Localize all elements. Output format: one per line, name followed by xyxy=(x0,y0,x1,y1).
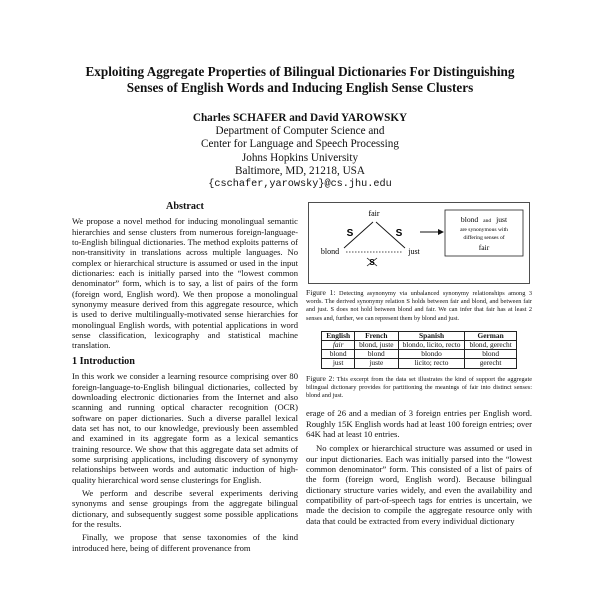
box-line-4: fair xyxy=(478,243,490,252)
node-just: just xyxy=(408,247,420,256)
table-cell: blondo, licito, recto xyxy=(398,341,465,350)
synonymy-diagram xyxy=(308,202,530,284)
affiliation-line: Center for Language and Speech Processing xyxy=(201,138,399,151)
affiliation-line: Johns Hopkins University xyxy=(241,151,359,164)
abstract-heading: Abstract xyxy=(166,201,204,212)
node-blond: blond xyxy=(320,247,340,256)
node-fair: fair xyxy=(368,209,380,218)
intro-paragraph-2: We perform and describe several experiments deriving synonyms and sense groupings from the aggregate bilingual dictionary, and subsequently suggest some possible applications for the results. xyxy=(72,487,298,529)
body-paragraph: erage of 26 and a median of 3 foreign entries per English word. Roughly 15K English words had at least 100 foreign entries; over 64K had at least 10 entries. xyxy=(306,408,532,439)
figure-2-caption xyxy=(306,375,532,401)
table-header-cell: German xyxy=(465,331,516,340)
author-block xyxy=(90,112,510,191)
right-body-text xyxy=(306,408,532,526)
arrow-head xyxy=(438,229,444,235)
table-header-cell: English xyxy=(322,331,355,340)
affiliation-line: Baltimore, MD, 21218, USA xyxy=(235,164,365,177)
table-cell: fair xyxy=(322,341,355,350)
section-heading-introduction: 1 Introduction xyxy=(72,355,135,367)
table-cell: licito; recto xyxy=(398,359,465,368)
table-cell: blond xyxy=(465,350,516,359)
table-cell: gerecht xyxy=(465,359,516,368)
table-row xyxy=(322,359,517,368)
author-email: {cschafer,yarowsky}@cs.jhu.edu xyxy=(208,179,392,191)
table-cell: blondo xyxy=(398,350,465,359)
box-word-and: and xyxy=(483,218,492,224)
body-paragraph: No complex or hierarchical structure was assumed or used in our input dictionaries. Each was initially parsed into the “lowest common denominator” form. This consisted of a list of pairs of the form (foreign word, English word). Because bilingual dictionary structure varies widely, and even the availability and compatibility of part-of-speech tags for entries is uncertain, we made the decision to compile the aggregate resource only with data that could be extracted from every individual dictionary xyxy=(306,443,532,526)
figure-1-diagram xyxy=(308,202,530,284)
figure-1-caption xyxy=(306,289,532,323)
right-column xyxy=(306,202,532,530)
figure-2-label: Figure 2: xyxy=(306,373,335,383)
table-cell: just xyxy=(322,359,355,368)
abstract-text: We propose a novel method for inducing monolingual semantic hierarchies and sense clusters from numerous foreign-language-to-English bilingual dictionaries. The method exploits patterns of non-transitivity in translations across multiple languages. No complex or hierarchical structure is assumed or used in the input dictionaries: each is initially parsed into the “lowest common denominator” form, which is to say, a list of pairs of the form (foreign word, English word). We then propose a monolingual synonymy measure derived from this aggregate resource, which is used to derive multilingually-motivated sense hierarchies for monolingual English words, with potential applications in word sense classification, lexicography and statistical machine translation. xyxy=(72,216,298,351)
box-line-2: are synonymous with xyxy=(460,227,508,233)
box-word-blond: blond xyxy=(460,215,479,224)
intro-paragraph-3: Finally, we propose that sense taxonomies of the kind introduced here, being of different provenance from xyxy=(72,532,298,553)
box-line-3: differing senses of xyxy=(463,235,505,241)
box-word-just: just xyxy=(496,215,508,224)
table-cell: blond, juste xyxy=(355,341,399,350)
figure-2-caption-text: This excerpt from the data set illustrates the kind of support the aggregate bilingual dictionary provides for partitioning the meanings of fair into distinct senses: blond and just. xyxy=(306,375,532,400)
title-line-1: Exploiting Aggregate Properties of Bilingual Dictionaries For Distinguishing xyxy=(85,64,515,79)
affiliation-line: Department of Computer Science and xyxy=(215,125,385,138)
table-cell: juste xyxy=(355,359,399,368)
translation-table xyxy=(321,331,517,369)
table-cell: blond xyxy=(355,350,399,359)
title-line-2: Senses of English Words and Inducing English Sense Clusters xyxy=(126,80,474,95)
paper-title xyxy=(40,64,560,96)
intro-paragraph-1: In this work we consider a learning resource comprising over 80 foreign-language-to-English bilingual dictionaries, collected by downloading electronic dictionaries from the Internet and also scanning and running optical character recognition (OCR) software on paper dictionaries. Such a diverse parallel lexical data set has not, to our knowledge, previously been assembled and examined in its aggregate form as a lexical semantics training resource. We show that this aggregate data set admits of some surprising applications, including discovery of synonymy relationships between words and automatic induction of high-quality hierarchical word sense clusterings for English. xyxy=(72,371,298,485)
author-names: Charles SCHAFER and David YAROWSKY xyxy=(192,112,408,124)
figure-1-caption-text: Detecting asynonymy via unbalanced synonymy relationships among 3 words. The derived synonymy relation S holds between fair and blond, and between fair and just. S does not hold between blond and fair. We can infer that fair has at least 2 senses and, further, we can represent them by blond and just. xyxy=(306,290,532,322)
label-s-struck: S xyxy=(369,258,375,267)
label-s-right: S xyxy=(395,228,403,239)
table-cell: blond xyxy=(322,350,355,359)
table-cell: blond, gerecht xyxy=(465,341,516,350)
label-s-left: S xyxy=(346,228,354,239)
table-header-cell: French xyxy=(355,331,399,340)
left-column xyxy=(72,202,298,556)
table-header-cell: Spanish xyxy=(398,331,465,340)
figure-1-label: Figure 1: xyxy=(306,288,336,297)
